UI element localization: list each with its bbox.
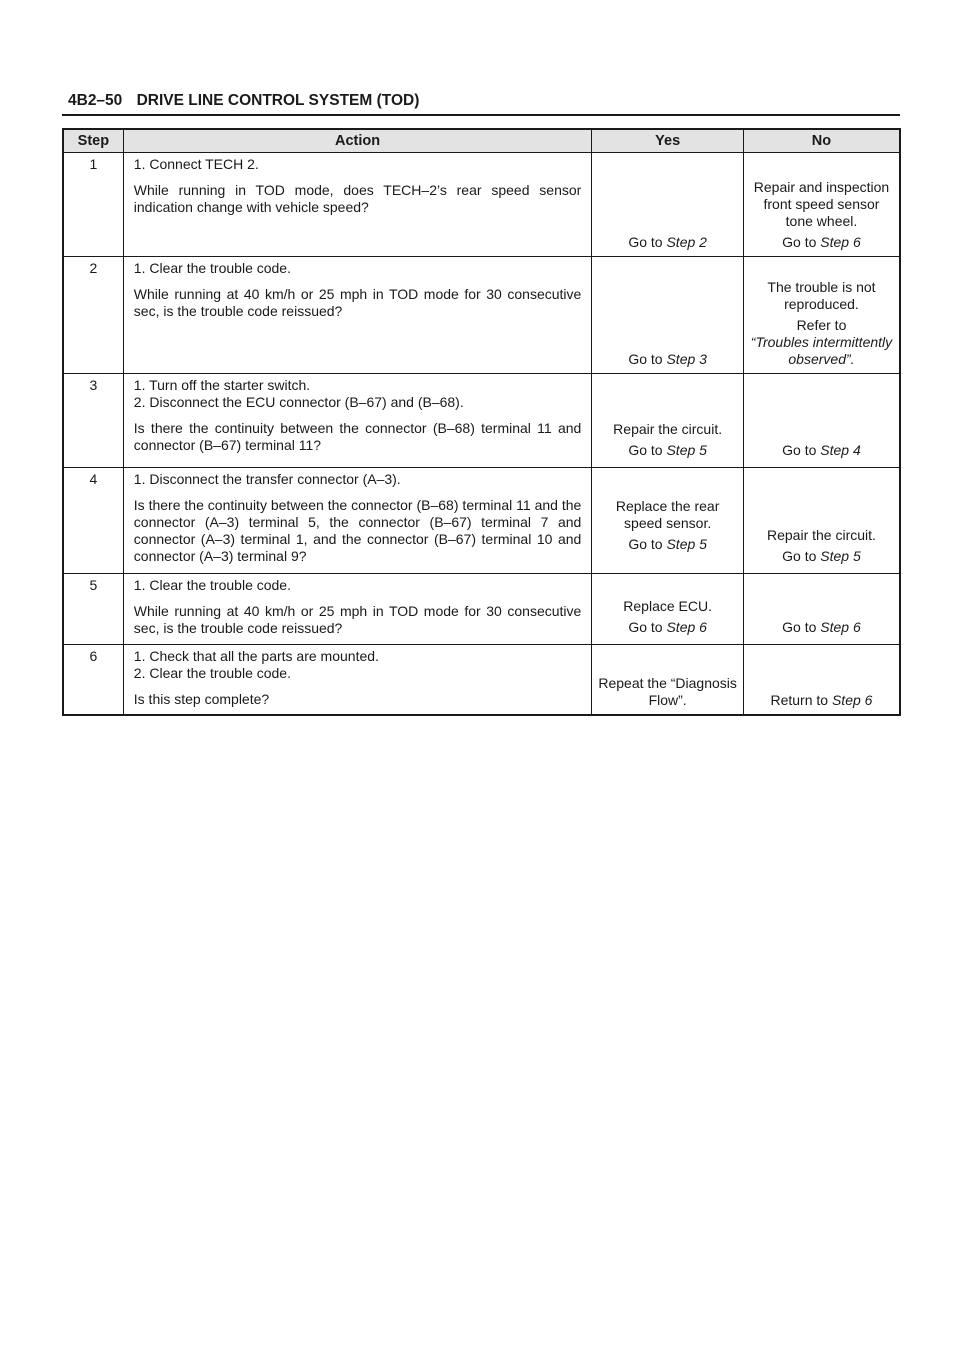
diagnosis-table <box>62 128 901 716</box>
column-header-step: Step <box>63 129 123 153</box>
no-cell <box>743 645 900 716</box>
goto-prefix: Go to <box>628 535 663 552</box>
goto-line <box>596 234 739 251</box>
table-row <box>63 257 900 374</box>
goto-step: Step 6 <box>820 619 861 635</box>
goto-line <box>748 234 895 251</box>
yes-cell <box>592 468 744 574</box>
section-title: DRIVE LINE CONTROL SYSTEM (TOD) <box>136 92 420 109</box>
action-cell <box>123 153 592 257</box>
yes-cell <box>592 574 744 645</box>
goto-line <box>596 442 739 459</box>
column-header-yes: Yes <box>592 129 744 153</box>
goto-line <box>596 351 739 368</box>
result-text: Replace ECU. <box>623 598 712 614</box>
goto-prefix: Go to <box>782 234 817 250</box>
instruction: 1. Connect TECH 2. <box>133 156 259 172</box>
goto-step: Step 6 <box>666 619 707 635</box>
goto-step: Step 6 <box>831 692 873 708</box>
question: Is there the continuity between the connector (B–68) terminal 11 and the connector (A–3) terminal 5, the connector (B–67) terminal 7 and connector (A–3) terminal 1, and the connector (B–67) terminal 10 and connector (A–3) terminal 9? <box>133 497 582 564</box>
no-cell <box>743 374 900 468</box>
goto-step: Step 5 <box>820 548 861 564</box>
instruction: 1. Clear the trouble code. <box>133 577 291 593</box>
table-header-row <box>63 129 900 153</box>
step-number: 2 <box>63 257 123 374</box>
action-cell <box>123 468 592 574</box>
result-text: Repair the circuit. <box>613 421 723 437</box>
goto-step: Step 5 <box>666 442 707 458</box>
goto-step: Step 5 <box>666 535 707 552</box>
no-cell <box>743 468 900 574</box>
page-number: 4B2–50 <box>68 92 123 109</box>
column-header-no: No <box>743 129 900 153</box>
goto-prefix: Go to <box>628 234 663 250</box>
refer-target: “Troubles intermittently observed”. <box>750 334 893 367</box>
goto-step: Step 4 <box>820 442 861 458</box>
result-text: Repeat the “Diagnosis Flow”. <box>598 675 737 708</box>
instruction: 1. Check that all the parts are mounted. <box>133 648 379 664</box>
question: While running at 40 km/h or 25 mph in TOD mode for 30 consecutive sec, is the trouble code reissued? <box>133 286 582 319</box>
action-cell <box>123 574 592 645</box>
goto-prefix: Go to <box>628 442 663 458</box>
question: While running in TOD mode, does TECH–2’s rear speed sensor indication change with vehicle speed? <box>133 182 582 215</box>
goto-line <box>748 619 895 636</box>
refer-prefix: Refer to <box>796 317 847 333</box>
table-row <box>63 574 900 645</box>
result-text: Replace the rear speed sensor. <box>615 497 720 531</box>
instruction: 1. Clear the trouble code. <box>133 260 291 276</box>
column-header-action: Action <box>123 129 592 153</box>
yes-cell <box>592 645 744 716</box>
goto-step: Step 2 <box>666 234 707 250</box>
step-number: 3 <box>63 374 123 468</box>
yes-cell <box>592 153 744 257</box>
result-text: Repair and inspection front speed sensor tone wheel. <box>753 179 890 229</box>
instruction: 1. Turn off the starter switch. <box>133 377 311 393</box>
instruction: 1. Disconnect the transfer connector (A–3). <box>133 471 401 487</box>
header-rule <box>62 114 900 116</box>
goto-line <box>748 548 895 565</box>
step-number: 1 <box>63 153 123 257</box>
table-row <box>63 468 900 574</box>
result-text: Repair the circuit. <box>767 527 876 543</box>
goto-prefix: Go to <box>628 351 663 367</box>
table-row <box>63 645 900 716</box>
no-cell <box>743 257 900 374</box>
goto-line <box>596 619 739 636</box>
goto-prefix: Go to <box>782 442 817 458</box>
goto-line <box>596 536 739 553</box>
goto-line <box>748 442 895 459</box>
yes-cell <box>592 374 744 468</box>
goto-step: Step 3 <box>666 351 707 367</box>
action-cell <box>123 374 592 468</box>
instruction: 2. Clear the trouble code. <box>133 665 291 681</box>
table-row <box>63 374 900 468</box>
page-header <box>68 92 419 110</box>
instruction: 2. Disconnect the ECU connector (B–67) and (B–68). <box>133 394 464 410</box>
goto-line <box>748 692 895 709</box>
goto-step: Step 6 <box>820 234 861 250</box>
yes-cell <box>592 257 744 374</box>
goto-prefix: Go to <box>628 619 663 635</box>
no-cell <box>743 574 900 645</box>
action-cell <box>123 257 592 374</box>
step-number: 5 <box>63 574 123 645</box>
goto-prefix: Go to <box>782 619 817 635</box>
step-number: 4 <box>63 468 123 574</box>
action-cell <box>123 645 592 716</box>
goto-prefix: Return to <box>770 692 829 708</box>
table-row <box>63 153 900 257</box>
no-cell <box>743 153 900 257</box>
question: Is there the continuity between the connector (B–68) terminal 11 and connector (B–67) terminal 11? <box>133 420 582 453</box>
question: While running at 40 km/h or 25 mph in TOD mode for 30 consecutive sec, is the trouble code reissued? <box>133 603 582 636</box>
goto-prefix: Go to <box>782 548 817 564</box>
question: Is this step complete? <box>133 691 270 707</box>
step-number: 6 <box>63 645 123 716</box>
result-text: The trouble is not reproduced. <box>767 279 876 312</box>
